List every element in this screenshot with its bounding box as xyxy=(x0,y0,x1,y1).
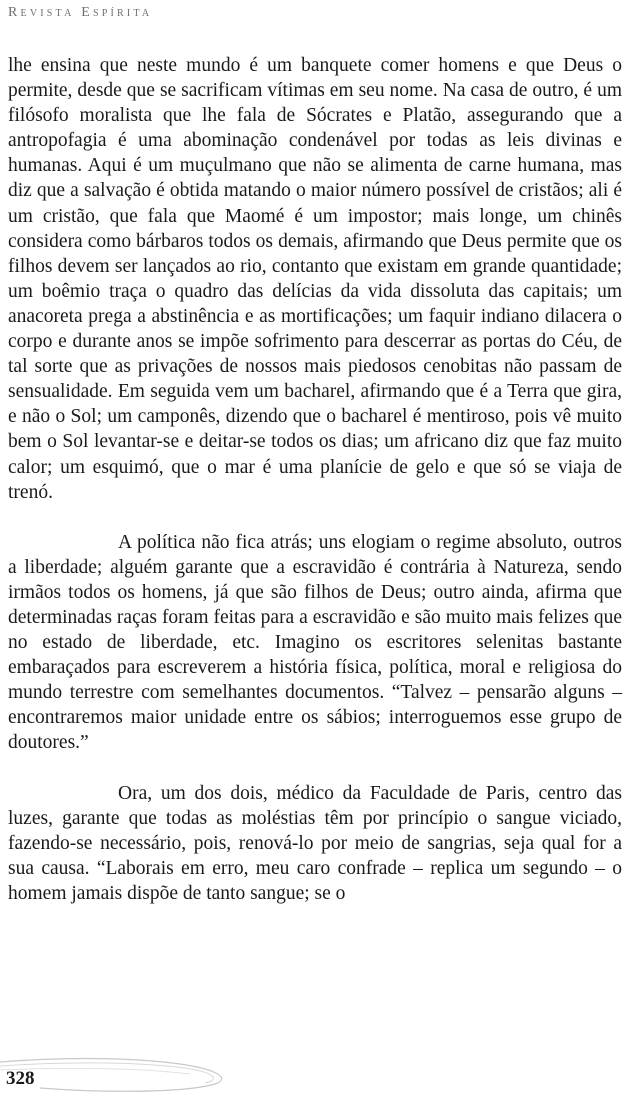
paragraph-3: Ora, um dos dois, médico da Faculdade de Paris, centro das luzes, garante que todas as moléstias têm por princípio o sangue viciado, fazendo-se necessário, pois, renová-lo por meio de sangrias, seja qual for a sua causa. “Laborais em erro, meu caro confrade – replica um segundo – o homem jamais dispõe de tanto sangue; se o xyxy=(8,782,622,904)
paragraph-1: lhe ensina que neste mundo é um banquete comer homens e que Deus o permite, desde que se sacrificam vítimas em seu nome. Na casa de outro, é um filósofo moralista que lhe fala de Sócrates e Platão, assegurando que a antropofagia é uma abominação condenável por todas as leis divinas e humanas. Aqui é um muçulmano que não se alimenta de carne humana, mas diz que a salvação é obtida matando o maior número possível de cristãos; ali é um cristão, que fala que Maomé é um impostor; mais longe, um chinês considera como bárbaros todos os demais, afirmando que Deus permite que os filhos devem ser lançados ao rio, contanto que existam em grande quantidade; um boêmio traça o quadro das delícias da vida dissoluta das capitais; um anacoreta prega a abstinência e as mortificações; um faquir indiano dilacera o corpo e durante anos se impõe sofrimento para descerrar as portas do Céu, de tal sorte que as privações de nossos mais piedosos cenobitas não passam de sensualidade. Em seguida vem um bacharel, afirmando que é a Terra que gira, e não o Sol; um camponês, dizendo que o bacharel é mentiroso, pois vê muito bem o Sol levantar-se e deitar-se todos os dias; um africano diz que faz muito calor; um esquimó, que o mar é uma planície de gelo e que só se viaja de trenó. xyxy=(8,55,622,503)
running-header: Revista Espírita xyxy=(8,5,153,20)
page-number: 328 xyxy=(6,1068,35,1089)
page-footer xyxy=(0,1048,626,1096)
body-text xyxy=(8,53,622,906)
decorative-swoosh xyxy=(0,1048,240,1096)
paragraph-2: A política não fica atrás; uns elogiam o regime absoluto, outros a liberdade; alguém garante que a escravidão é contrária à Natureza, sendo irmãos todos os homens, já que são filhos de Deus; outro ainda, afirma que determinadas raças foram feitas para a escravidão e são muito mais felizes que no estado de liberdade, etc. Imagino os escritores selenitas bastante embaraçados para escreverem a história física, política, moral e religiosa do mundo terrestre com semelhantes documentos. “Talvez – pensarão alguns – encontraremos maior unidade entre os sábios; interroguemos esse grupo de doutores.” xyxy=(8,531,622,754)
